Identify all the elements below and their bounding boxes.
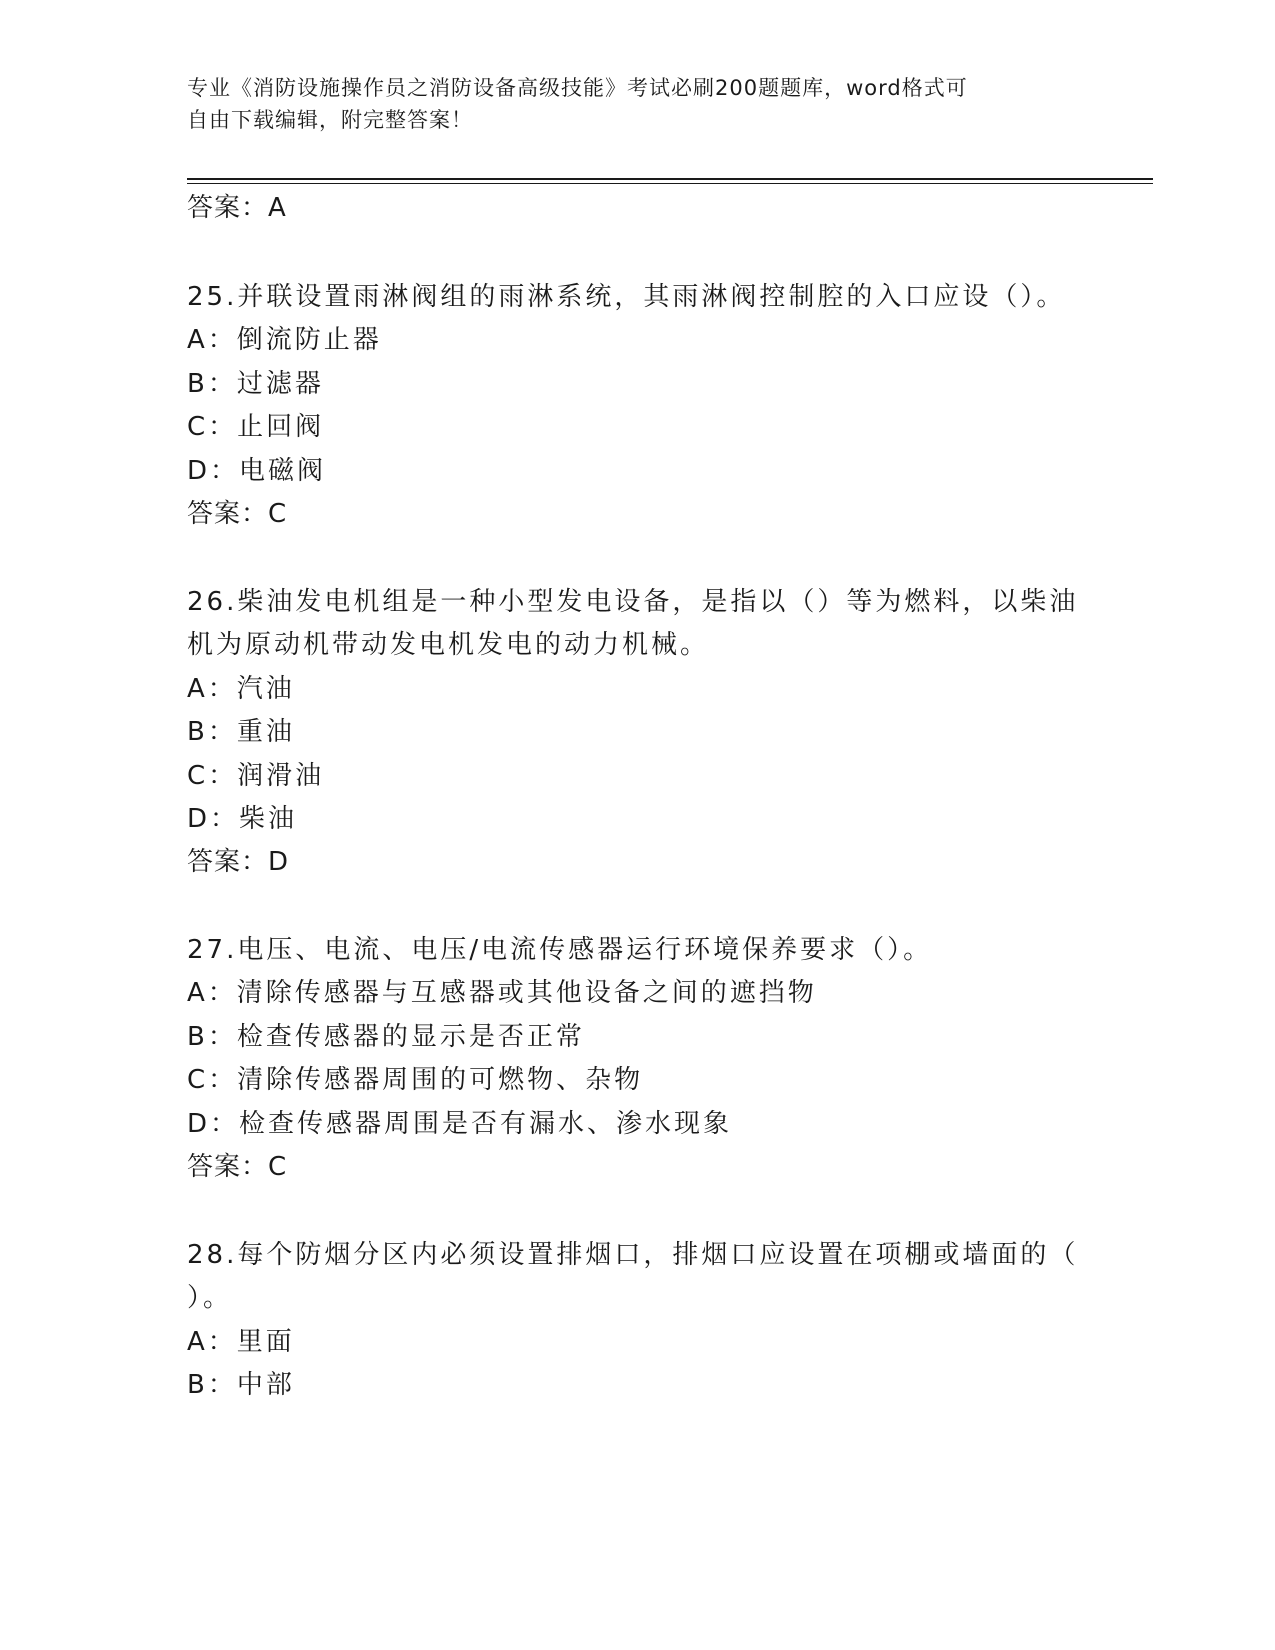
answer-label: 答案：D bbox=[187, 847, 290, 877]
option-d: D：柴油 bbox=[187, 804, 298, 834]
question-text: 25.并联设置雨淋阀组的雨淋系统，其雨淋阀控制腔的入口应设（）。 bbox=[187, 282, 1066, 312]
answer-label: 答案：C bbox=[187, 499, 288, 529]
option-d: D：检查传感器周围是否有漏水、渗水现象 bbox=[187, 1109, 733, 1139]
option-d: D：电磁阀 bbox=[187, 456, 327, 486]
question-text: 27.电压、电流、电压/电流传感器运行环境保养要求（）。 bbox=[187, 935, 933, 965]
option-b: B：检查传感器的显示是否正常 bbox=[187, 1022, 585, 1052]
option-a: A：里面 bbox=[187, 1327, 295, 1357]
question-text-continued: 机为原动机带动发电机发电的动力机械。 bbox=[187, 630, 710, 660]
header-divider-thin bbox=[187, 183, 1153, 184]
document-header bbox=[187, 72, 1087, 136]
answer-label: 答案：C bbox=[187, 1152, 288, 1182]
question-text: 28.每个防烟分区内必须设置排烟口，排烟口应设置在项棚或墙面的（ bbox=[187, 1240, 1079, 1270]
option-b: B：重油 bbox=[187, 717, 295, 747]
option-b: B：中部 bbox=[187, 1370, 295, 1400]
option-a: A：倒流防止器 bbox=[187, 325, 382, 355]
option-c: C：润滑油 bbox=[187, 761, 325, 791]
header-line-1: 专业《消防设施操作员之消防设备高级技能》考试必刷200题题库，word格式可 bbox=[187, 76, 968, 100]
header-divider-thick bbox=[187, 178, 1153, 180]
option-c: C：清除传感器周围的可燃物、杂物 bbox=[187, 1065, 644, 1095]
option-b: B：过滤器 bbox=[187, 369, 324, 399]
question-text: 26.柴油发电机组是一种小型发电设备，是指以（）等为燃料，以柴油 bbox=[187, 587, 1079, 617]
option-a: A：汽油 bbox=[187, 674, 295, 704]
question-text-continued: ）。 bbox=[187, 1283, 233, 1313]
answer-label: 答案：A bbox=[187, 193, 287, 223]
header-line-2: 自由下载编辑，附完整答案！ bbox=[187, 108, 473, 132]
option-c: C：止回阀 bbox=[187, 412, 325, 442]
option-a: A：清除传感器与互感器或其他设备之间的遮挡物 bbox=[187, 978, 817, 1008]
